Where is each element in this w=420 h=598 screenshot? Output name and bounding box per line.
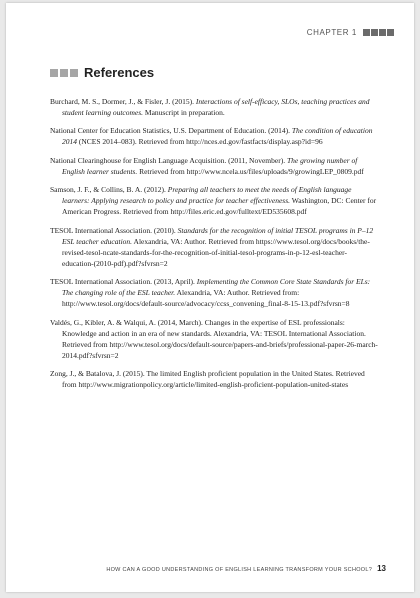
title-square-icon: [70, 69, 78, 77]
header-square-icon: [379, 29, 386, 36]
reference-entry: [50, 276, 378, 309]
page-footer: [106, 564, 386, 573]
reference-text: National Center for Education Statistics, U.S. Department of Education. (2014).: [50, 126, 292, 135]
reference-text: (NCES 2014–083). Retrieved from http://nces.ed.gov/fastfacts/display.asp?id=96: [77, 137, 323, 146]
running-title: HOW CAN A GOOD UNDERSTANDING OF ENGLISH LEARNING TRANSFORM YOUR SCHOOL?: [106, 567, 373, 573]
reference-list: [50, 88, 378, 397]
reference-text: TESOL International Association. (2013, April).: [50, 277, 197, 286]
header-square-icon: [363, 29, 370, 36]
title-square-icon: [60, 69, 68, 77]
section-title: References: [84, 65, 155, 80]
reference-text: Zong, J., & Batalova, J. (2015). The limited English proficient population in the United States. Retrieved from http://www.migrationpolicy.org/article/limited-english-proficient-population-united-states: [50, 369, 365, 389]
reference-text: TESOL International Association. (2010).: [50, 225, 178, 235]
reference-text: Alexandria, VA: Author. Retrieved from https://www.tesol.org/docs/books/the-revised-tesol-ncate-standards-for-the-recognition-of-initial-tesol-programs-in-p-12-esl-teacher-education-(2010-pdf).pdf?sfvrsn=2: [62, 236, 370, 268]
reference-title: Interactions of self-efficacy, SLOs, teaching practices and student learning outcomes.: [62, 96, 370, 117]
reference-text: National Clearinghouse for English Language Acquisition. (2011, November).: [50, 155, 287, 165]
header-square-icon: [371, 29, 378, 36]
reference-title: Standards for the recognition of initial TESOL programs in P–12 ESL teacher education.: [62, 225, 374, 246]
reference-text: Alexandria, VA: Author. Retrieved from: http://www.tesol.org/docs/default-source/advocacy/ccss_convening_final-8-15-13.pdf?sfvrsn=8: [62, 288, 350, 308]
reference-entry: [50, 155, 378, 177]
chapter-label: CHAPTER 1: [306, 28, 357, 37]
reference-text: Washington, DC: Center for American Progress. Retrieved from http://files.eric.ed.gov/fulltext/ED535608.pdf: [62, 196, 377, 216]
document-page: [6, 3, 414, 592]
reference-text: Burchard, M. S., Dormer, J., & Fisler, J. (2015).: [50, 96, 196, 106]
chapter-header: [307, 28, 394, 37]
title-square-icon: [50, 69, 58, 77]
page-number: 13: [377, 564, 386, 573]
reference-entry: [50, 225, 378, 269]
reference-entry: [50, 96, 378, 118]
reference-title: Preparing all teachers to meet the needs of English language learners: Applying research to policy and practice for teacher effectiveness.: [62, 185, 352, 205]
reference-entry: [50, 125, 378, 147]
reference-text: Manuscript in preparation.: [143, 107, 225, 117]
reference-title: The condition of education 2014: [62, 126, 373, 146]
reference-entry: [50, 317, 378, 361]
reference-title: Implementing the Common Core State Standards for ELs: The changing role of the ESL teacher.: [62, 277, 371, 297]
section-title-row: [50, 65, 154, 80]
reference-text: Valdés, G., Kibler, A. & Walqui, A. (2014, March). Changes in the expertise of ESL professionals: Knowledge and action in an era of new standards. Alexandria, VA: TESOL International Association. Retrieved from http://www.tesol.org/docs/default-source/papers-and-briefs/professional-paper-26-march-2014.pdf?sfvrsn=2: [50, 317, 378, 360]
reference-title: The growing number of English learner students.: [62, 155, 358, 176]
reference-entry: [50, 184, 378, 217]
reference-text: Retrieved from http://www.ncela.us/files/uploads/9/growingLEP_0809.pdf: [137, 166, 364, 176]
header-square-icon: [387, 29, 394, 36]
reference-text: Samson, J. F., & Collins, B. A. (2012).: [50, 185, 168, 194]
reference-entry: [50, 368, 378, 390]
